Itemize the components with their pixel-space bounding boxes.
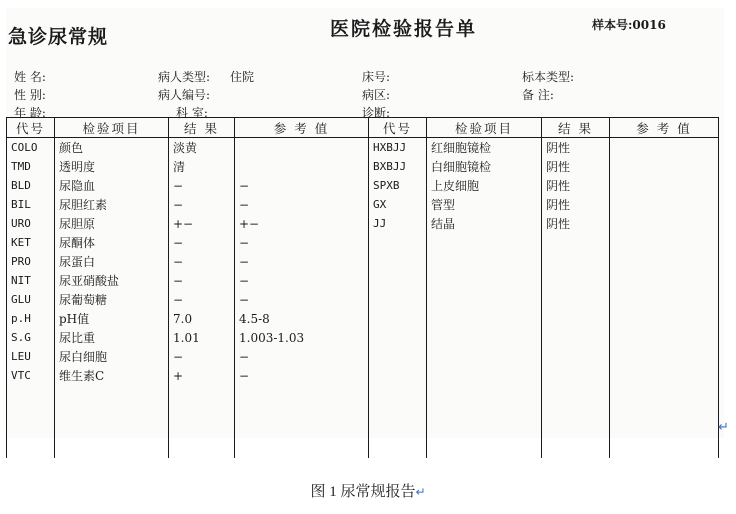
table-row <box>7 328 719 347</box>
ward-label: 病区: <box>362 88 391 102</box>
cell-item: 颜色 <box>55 138 169 158</box>
cell-result-2 <box>542 271 610 290</box>
cell-result-2 <box>542 366 610 385</box>
cell-result-2 <box>542 309 610 328</box>
cell-reference: − <box>235 252 369 271</box>
diagnosis-label: 诊断: <box>362 106 391 120</box>
cell-item-2 <box>427 366 542 385</box>
column-header-reference-2: 参 考 值 <box>610 118 719 138</box>
table-row <box>7 138 719 158</box>
sample-number: 样本号:0016 <box>592 18 666 32</box>
cell-code: p.H <box>7 309 55 328</box>
cell-item-2 <box>427 328 542 347</box>
cell-reference: − <box>235 290 369 309</box>
table-row <box>7 157 719 176</box>
column-header-reference: 参 考 值 <box>235 118 369 138</box>
cell-item: 维生素C <box>55 366 169 385</box>
cell-result-2: 阴性 <box>542 176 610 195</box>
blank-cell <box>369 385 427 458</box>
cell-code: COLO <box>7 138 55 158</box>
cell-item-2 <box>427 252 542 271</box>
cell-item: 尿胆红素 <box>55 195 169 214</box>
cell-reference: − <box>235 271 369 290</box>
table-row <box>7 290 719 309</box>
cell-item: 尿葡萄糖 <box>55 290 169 309</box>
cell-item-2: 上皮细胞 <box>427 176 542 195</box>
blank-cell <box>169 385 235 458</box>
cell-result: − <box>169 347 235 366</box>
column-header-result-2: 结 果 <box>542 118 610 138</box>
department-label: 科 室: <box>176 106 208 120</box>
cell-item-2: 红细胞镜检 <box>427 138 542 158</box>
cell-item-2 <box>427 347 542 366</box>
cell-code: BIL <box>7 195 55 214</box>
cell-result: 淡黄 <box>169 138 235 158</box>
patient-type-value: 住院 <box>230 70 255 84</box>
blank-cell <box>542 385 610 458</box>
cell-code: LEU <box>7 347 55 366</box>
cell-code: NIT <box>7 271 55 290</box>
cell-item-2: 管型 <box>427 195 542 214</box>
table-blank-row <box>7 385 719 458</box>
patient-type-label: 病人类型: <box>158 70 211 84</box>
cell-result-2: 阴性 <box>542 138 610 158</box>
cell-reference-2 <box>610 309 719 328</box>
cell-reference-2 <box>610 271 719 290</box>
cell-result-2: 阴性 <box>542 157 610 176</box>
cell-result: + <box>169 366 235 385</box>
name-label: 姓 名: <box>14 70 46 84</box>
cell-reference: 4.5-8 <box>235 309 369 328</box>
cell-reference: − <box>235 233 369 252</box>
column-header-code: 代号 <box>7 118 55 138</box>
table-row <box>7 195 719 214</box>
cell-code-2 <box>369 271 427 290</box>
bed-number-label: 床号: <box>362 70 391 84</box>
table-row <box>7 252 719 271</box>
cell-code: GLU <box>7 290 55 309</box>
cell-reference-2 <box>610 233 719 252</box>
cell-code-2: SPXB <box>369 176 427 195</box>
specimen-type-label: 标本类型: <box>522 70 575 84</box>
cell-reference: − <box>235 347 369 366</box>
cell-item-2 <box>427 309 542 328</box>
cell-result-2: 阴性 <box>542 214 610 233</box>
cell-reference <box>235 157 369 176</box>
cell-code-2: HXBJJ <box>369 138 427 158</box>
cell-result-2 <box>542 347 610 366</box>
cell-item-2 <box>427 271 542 290</box>
report-category-title: 急诊尿常规 <box>8 26 109 48</box>
cell-result: 1.01 <box>169 328 235 347</box>
cell-result-2 <box>542 252 610 271</box>
cell-code-2 <box>369 233 427 252</box>
table-header-row <box>7 118 719 138</box>
cell-result: 7.0 <box>169 309 235 328</box>
blank-cell <box>55 385 169 458</box>
cell-result-2: 阴性 <box>542 195 610 214</box>
cell-reference-2 <box>610 366 719 385</box>
cell-item: 尿白细胞 <box>55 347 169 366</box>
cell-code-2 <box>369 252 427 271</box>
cell-code: URO <box>7 214 55 233</box>
cell-reference: − <box>235 366 369 385</box>
cell-code: PRO <box>7 252 55 271</box>
cell-result-2 <box>542 328 610 347</box>
cell-code-2 <box>369 347 427 366</box>
table-row <box>7 309 719 328</box>
blank-cell <box>7 385 55 458</box>
cell-code: VTC <box>7 366 55 385</box>
cell-code: S.G <box>7 328 55 347</box>
cell-reference-2 <box>610 347 719 366</box>
report-title: 医院检验报告单 <box>330 18 478 40</box>
cell-reference-2 <box>610 328 719 347</box>
cell-reference-2 <box>610 176 719 195</box>
cell-reference-2 <box>610 157 719 176</box>
patient-number-label: 病人编号: <box>158 88 211 102</box>
table-row <box>7 347 719 366</box>
cell-item: 尿酮体 <box>55 233 169 252</box>
cell-item-2: 白细胞镜检 <box>427 157 542 176</box>
cell-result: − <box>169 271 235 290</box>
cell-code-2 <box>369 290 427 309</box>
cell-reference-2 <box>610 138 719 158</box>
cell-code-2: GX <box>369 195 427 214</box>
cell-item-2: 结晶 <box>427 214 542 233</box>
column-header-result: 结 果 <box>169 118 235 138</box>
blank-cell <box>610 385 719 458</box>
cell-item: 尿胆原 <box>55 214 169 233</box>
age-label: 年 龄: <box>14 106 46 120</box>
cell-item: 尿比重 <box>55 328 169 347</box>
cell-reference <box>235 138 369 158</box>
cell-result: − <box>169 252 235 271</box>
cell-result-2 <box>542 233 610 252</box>
cell-code-2 <box>369 366 427 385</box>
cell-code-2: BXBJJ <box>369 157 427 176</box>
table-row <box>7 271 719 290</box>
figure-caption <box>0 480 736 501</box>
cell-item: 尿隐血 <box>55 176 169 195</box>
cell-code-2 <box>369 309 427 328</box>
cell-item: 透明度 <box>55 157 169 176</box>
cell-result: 清 <box>169 157 235 176</box>
cell-item: 尿蛋白 <box>55 252 169 271</box>
cell-reference-2 <box>610 290 719 309</box>
cell-code: KET <box>7 233 55 252</box>
cell-result: − <box>169 195 235 214</box>
sex-label: 性 别: <box>14 88 46 102</box>
cell-result: +− <box>169 214 235 233</box>
cell-reference-2 <box>610 195 719 214</box>
cell-item-2 <box>427 290 542 309</box>
cell-reference: − <box>235 176 369 195</box>
table-row <box>7 214 719 233</box>
paragraph-mark: ↵ <box>718 420 729 435</box>
remark-label: 备 注: <box>522 88 554 102</box>
blank-cell <box>427 385 542 458</box>
column-header-item-2: 检验项目 <box>427 118 542 138</box>
cell-result: − <box>169 176 235 195</box>
cell-result: − <box>169 233 235 252</box>
cell-reference: − <box>235 195 369 214</box>
table-row <box>7 233 719 252</box>
cell-item-2 <box>427 233 542 252</box>
cell-code-2: JJ <box>369 214 427 233</box>
column-header-code-2: 代号 <box>369 118 427 138</box>
column-header-item: 检验项目 <box>55 118 169 138</box>
table-row <box>7 176 719 195</box>
cell-reference-2 <box>610 252 719 271</box>
table-row <box>7 366 719 385</box>
cell-result: − <box>169 290 235 309</box>
cell-result-2 <box>542 290 610 309</box>
cell-reference: 1.003-1.03 <box>235 328 369 347</box>
cell-code-2 <box>369 328 427 347</box>
cell-item: 尿亚硝酸盐 <box>55 271 169 290</box>
cell-reference-2 <box>610 214 719 233</box>
caption-paragraph-mark: ↵ <box>415 485 426 499</box>
cell-code: TMD <box>7 157 55 176</box>
urinalysis-results-table <box>6 117 719 458</box>
figure-caption-text: 图 1 尿常规报告 <box>310 484 416 500</box>
cell-item: pH值 <box>55 309 169 328</box>
cell-code: BLD <box>7 176 55 195</box>
cell-reference: +− <box>235 214 369 233</box>
blank-cell <box>235 385 369 458</box>
